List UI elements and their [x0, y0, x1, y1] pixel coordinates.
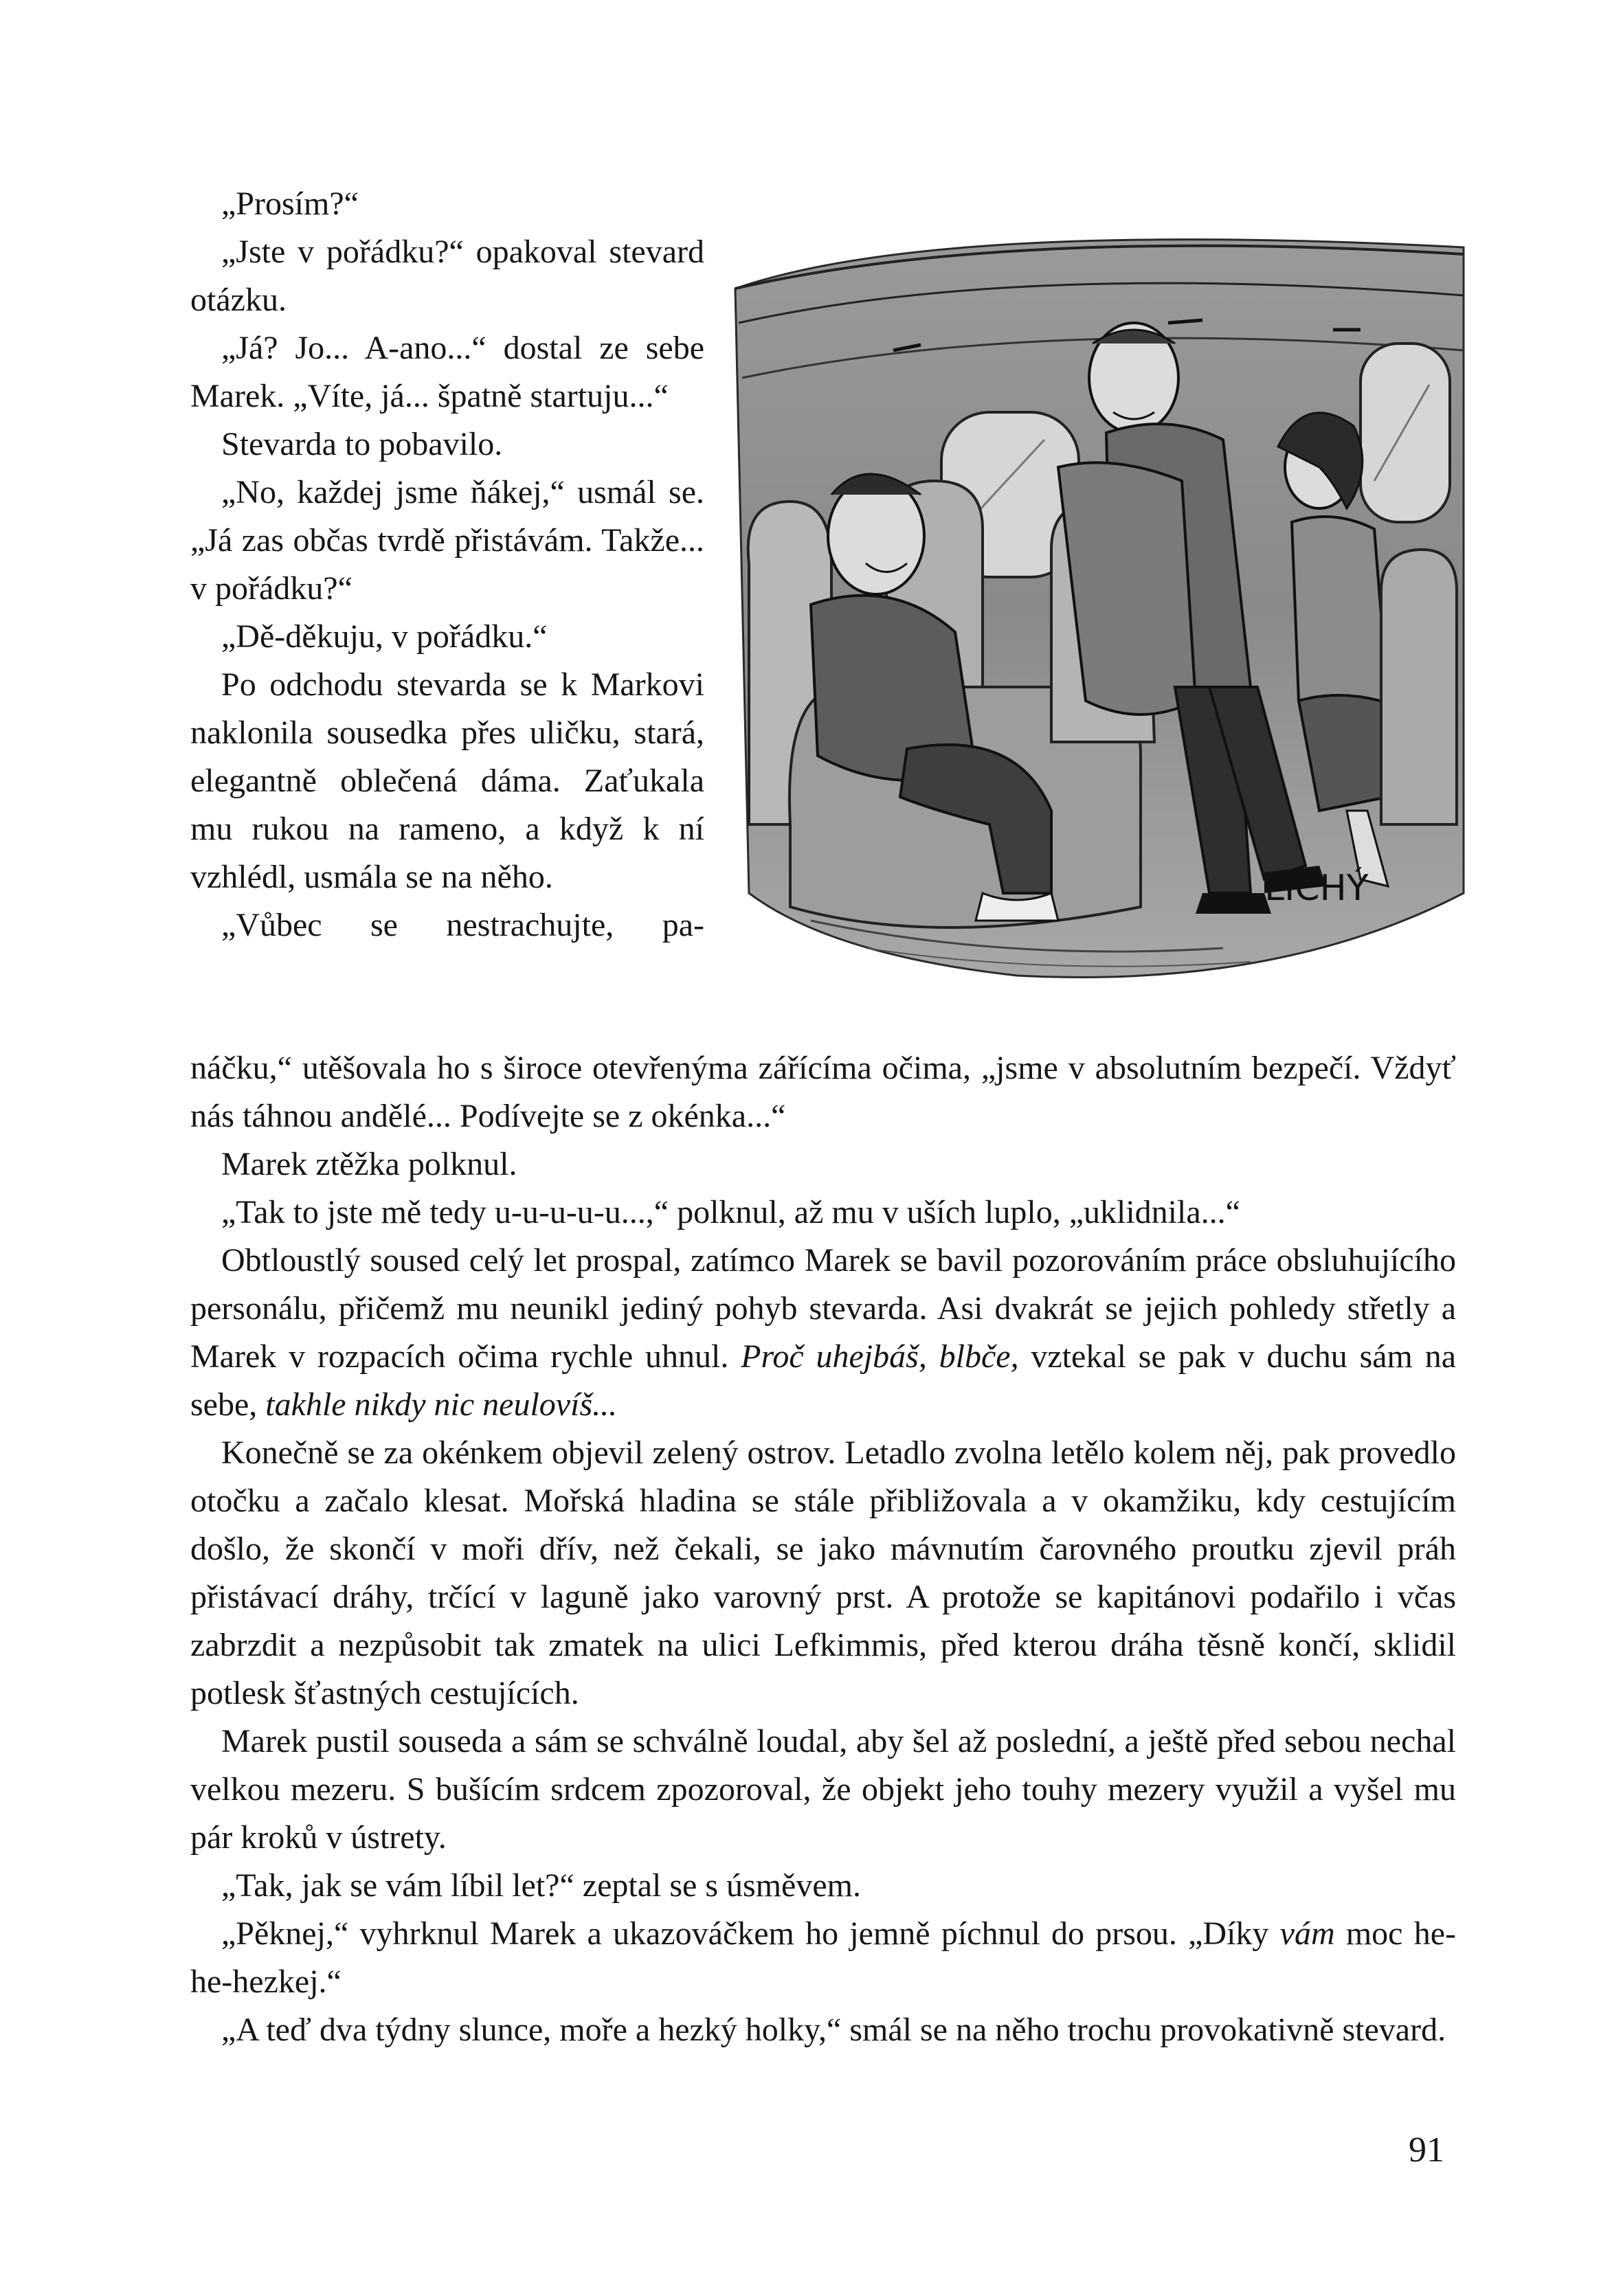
paragraph: [190, 1910, 1456, 2006]
paragraph: „A teď dva týdny slunce, moře a hezký holky,“ smál se na něho trochu provokativně stevard.: [221, 2012, 1446, 2048]
paragraph: „Jste v pořádku?“ opakoval stevard otázku.: [190, 234, 704, 318]
page-number: 91: [1409, 2130, 1444, 2170]
cartoon-airplane-cabin-illustration: [728, 206, 1470, 995]
paragraph: „Dě-děkuju, v pořádku.“: [221, 618, 548, 655]
paragraph-text: vztekal se pak v duchu sám na sebe,: [190, 1338, 1456, 1423]
paragraph-text: „Pěknej,“ vyhrknul Marek a ukazováčkem ho jemně píchnul do prsou. „Díky: [221, 1915, 1280, 1952]
paragraph-text: moc he-he-hezkej.“: [190, 1915, 1456, 2000]
paragraph: Konečně se za okénkem objevil zelený ostrov. Letadlo zvolna letělo kolem něj, pak provedlo otočku a začalo klesat. Mořská hladina se stále přibližovala a v okamžiku, kdy cestujícím došlo, že skončí v moři dřív, než čekali, se jako mávnutím čarovného proutku zjevil práh přistávací dráhy, trčící v laguně jako varovný prst. A protože se kapitánovi podařilo i včas zabrzdit a nezpůsobit tak zmatek na ulici Lefkimmis, před kterou dráha těsně končí, sklidil potlesk šťastných cestujících.: [190, 1434, 1456, 1711]
paragraph-italic: Proč uhejbáš, blbče,: [741, 1338, 1019, 1375]
illustrator-signature: LICHÝ: [1264, 868, 1369, 909]
paragraph: „Vůbec se nestrachujte, pa-: [221, 907, 704, 943]
paragraph: „Prosím?“: [221, 185, 359, 222]
paragraph: Marek pustil souseda a sám se schválně loudal, aby šel až poslední, a ještě před sebou nechal velkou mezeru. S bušícím srdcem zpozoroval, že objekt jeho touhy mezery využil a vyšel mu pár kroků v ústrety.: [190, 1723, 1456, 1856]
paragraph-text: Obtloustlý soused celý let prospal, zatímco Marek se bavil pozorováním práce obsluhujícího personálu, přičemž mu neunikl jediný pohyb stevarda. Asi dvakrát se jejich pohledy střetly a Marek v rozpacích očima rychle uhnul.: [190, 1242, 1456, 1375]
paragraph: „Tak to jste mě tedy u-u-u-u-u...,“ polknul, až mu v uších luplo, „uklidnila...“: [221, 1194, 1240, 1230]
text-column-narrow: [190, 180, 704, 949]
paragraph: Marek ztěžka polknul.: [221, 1146, 517, 1182]
paragraph-italic: vám: [1279, 1915, 1335, 1952]
paragraph: Po odchodu stevarda se k Markovi naklonila sousedka přes uličku, stará, elegantně oblečená dáma. Zaťukala mu rukou na rameno, a když k ní vzhlédl, usmála se na něho.: [190, 666, 704, 895]
paragraph-italic: takhle nikdy nic neulovíš...: [265, 1386, 618, 1423]
text-column-wide: [190, 1044, 1456, 2054]
paragraph: [190, 1237, 1456, 1429]
paragraph: „Já? Jo... A-ano...“ dostal ze sebe Marek. „Víte, já... špatně startuju...“: [190, 330, 704, 414]
paragraph: Stevarda to pobavilo.: [221, 426, 503, 462]
paragraph: „No, každej jsme ňákej,“ usmál se. „Já zas občas tvrdě přistávám. Takže... v pořádku?“: [190, 474, 704, 607]
paragraph-continuation: náčku,“ utěšovala ho s široce otevřenýma zářícíma očima, „jsme v absolutním bezpečí. Vždyť nás táhnou andělé... Podívejte se z okénka...“: [190, 1050, 1456, 1134]
paragraph: „Tak, jak se vám líbil let?“ zeptal se s úsměvem.: [221, 1867, 861, 1904]
